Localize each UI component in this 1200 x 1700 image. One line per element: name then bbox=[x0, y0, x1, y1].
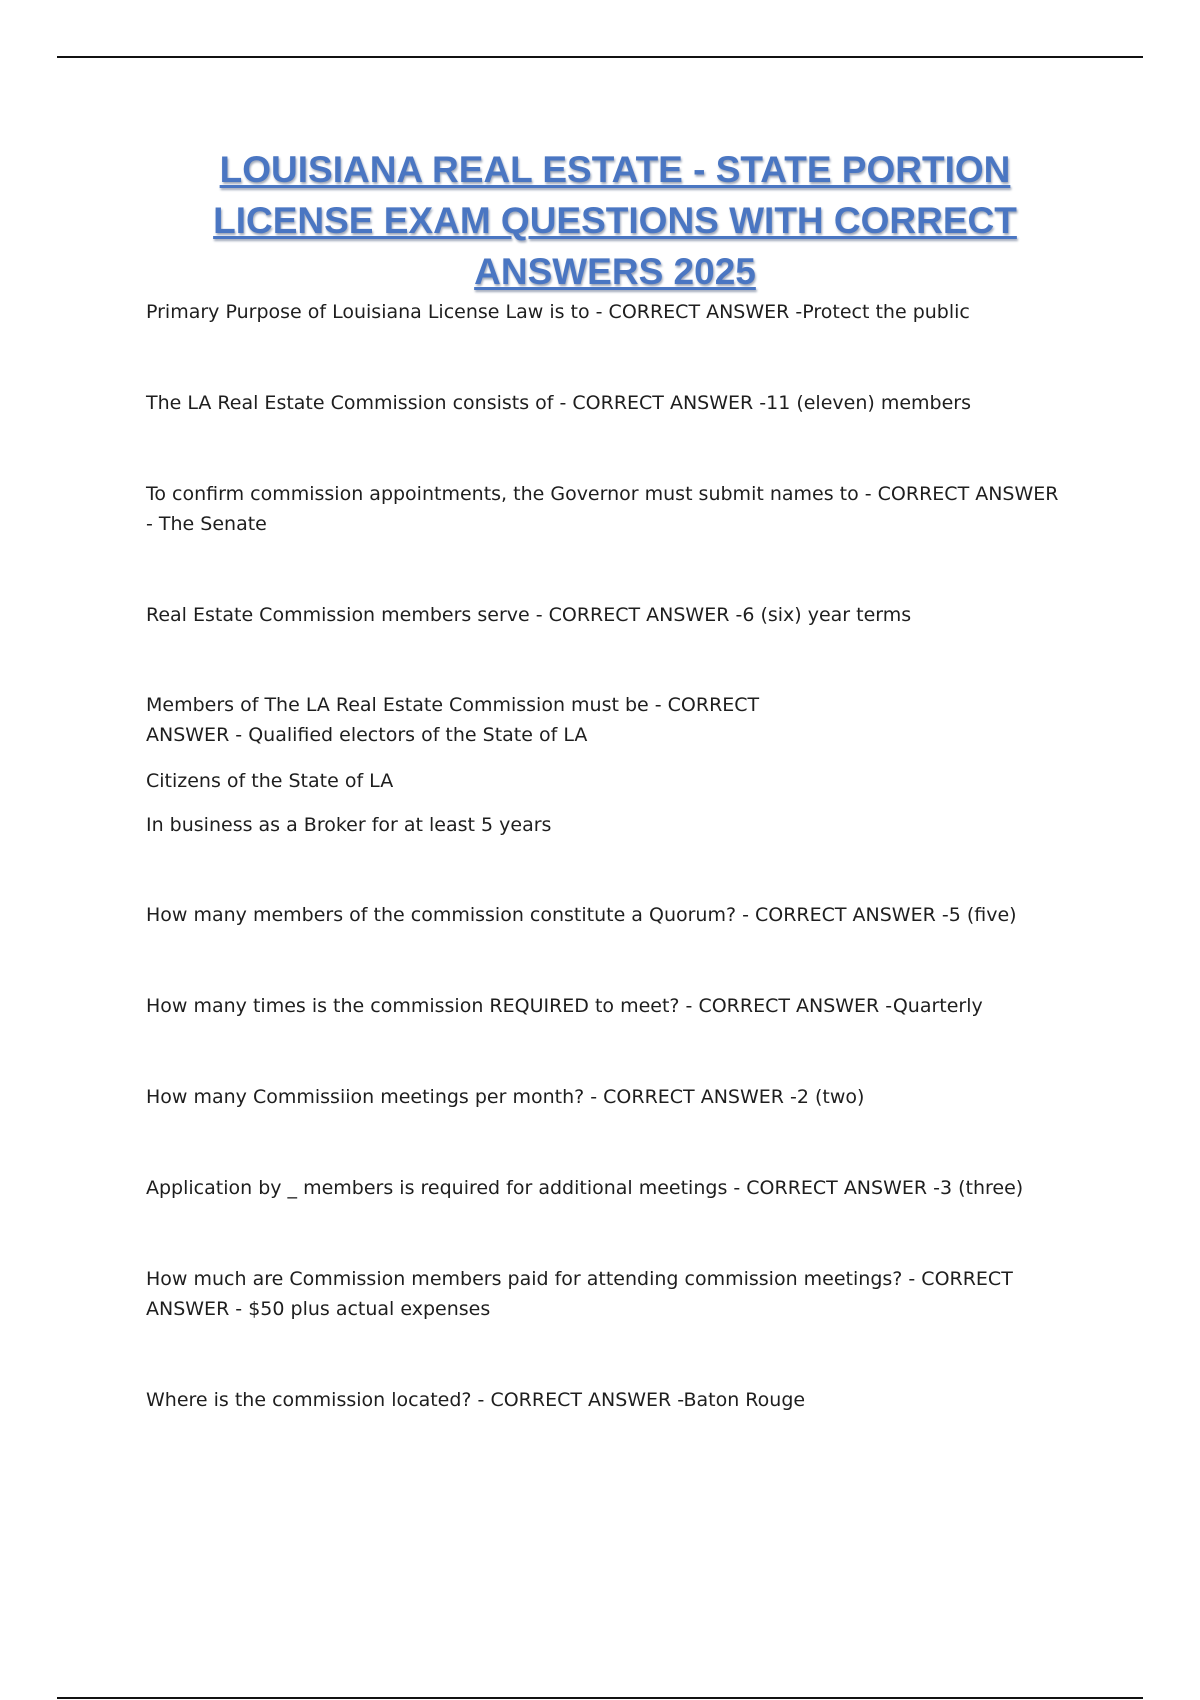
qa-item-6 bbox=[146, 900, 1086, 930]
qa-text: To confirm commission appointments, the Governor must submit names to - CORRECT ANSWER - The Senate bbox=[146, 483, 1059, 535]
qa-text: Real Estate Commission members serve - CORRECT ANSWER -6 (six) year terms bbox=[146, 604, 912, 626]
qa-item-5 bbox=[146, 690, 846, 840]
qa-item-4 bbox=[146, 600, 1086, 630]
qa-item-8 bbox=[146, 1082, 1086, 1112]
qa-text: The LA Real Estate Commission consists of - CORRECT ANSWER -11 (eleven) members bbox=[146, 392, 971, 414]
qa-text: How much are Commission members paid for attending commission meetings? - CORRECT ANSWER - $50 plus actual expenses bbox=[146, 1268, 1013, 1320]
top-rule bbox=[57, 56, 1143, 58]
qa-text: Members of The LA Real Estate Commission must be - CORRECT ANSWER - Qualified electors of the State of LA bbox=[146, 694, 760, 746]
qa-text: In business as a Broker for at least 5 years bbox=[146, 814, 552, 836]
qa-item-1 bbox=[146, 297, 1086, 327]
qa-text: Primary Purpose of Louisiana License Law is to - CORRECT ANSWER -Protect the public bbox=[146, 301, 970, 323]
qa-text: How many Commissiion meetings per month? - CORRECT ANSWER -2 (two) bbox=[146, 1086, 865, 1108]
document-title: LOUISIANA REAL ESTATE - STATE PORTION LICENSE EXAM QUESTIONS WITH CORRECT ANSWERS 2025 bbox=[213, 149, 1017, 292]
qa-text: How many times is the commission REQUIRED to meet? - CORRECT ANSWER -Quarterly bbox=[146, 995, 983, 1017]
qa-text: Citizens of the State of LA bbox=[146, 770, 394, 792]
bottom-rule bbox=[57, 1697, 1143, 1699]
qa-item-9 bbox=[146, 1173, 1086, 1203]
qa-item-11 bbox=[146, 1385, 1086, 1415]
qa-item-7 bbox=[146, 991, 1086, 1021]
qa-item-10 bbox=[146, 1264, 1081, 1324]
qa-text: Application by _ members is required for additional meetings - CORRECT ANSWER -3 (three) bbox=[146, 1177, 1024, 1199]
qa-text: Where is the commission located? - CORRECT ANSWER -Baton Rouge bbox=[146, 1389, 806, 1411]
qa-item-3 bbox=[146, 479, 1061, 539]
qa-item-2 bbox=[146, 388, 1086, 418]
qa-text: How many members of the commission constitute a Quorum? - CORRECT ANSWER -5 (five) bbox=[146, 904, 1017, 926]
